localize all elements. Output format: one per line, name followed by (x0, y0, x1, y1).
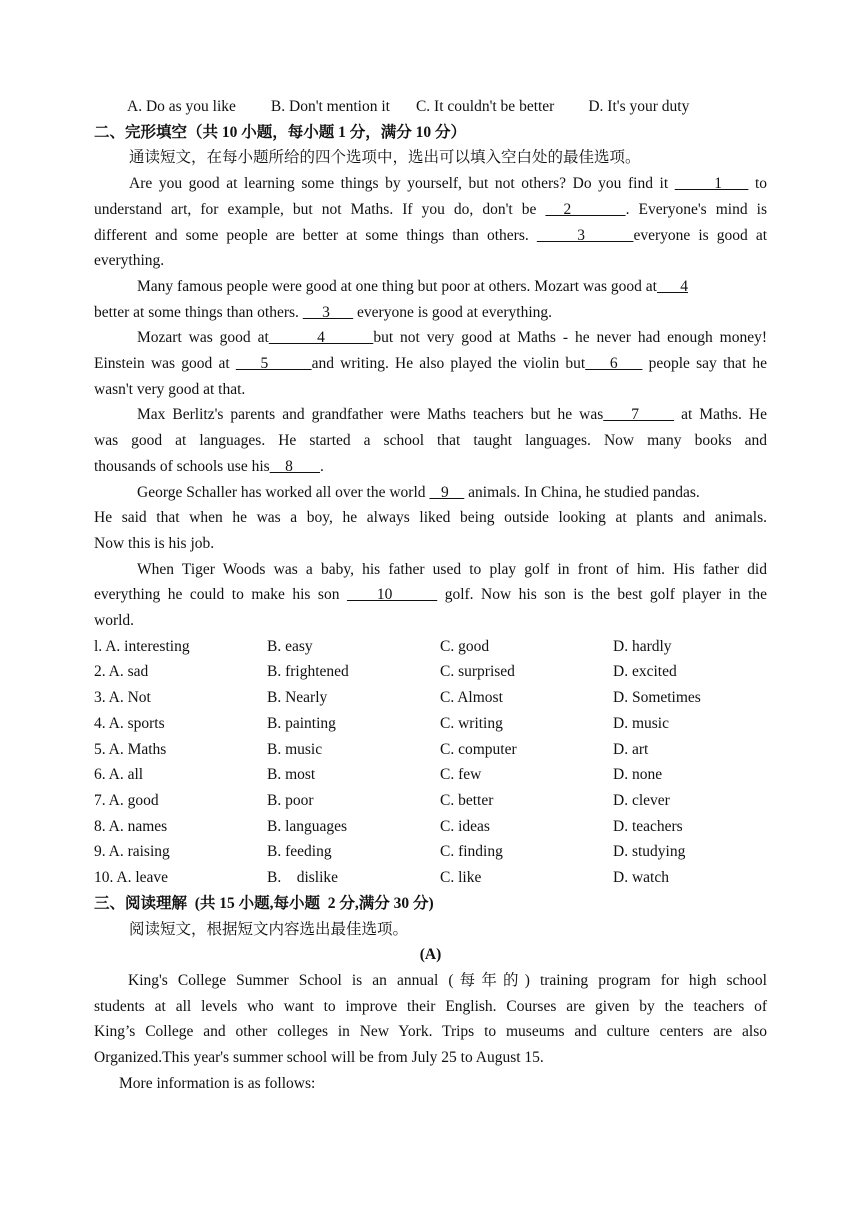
choice-c: C. Almost (440, 689, 503, 707)
choice-b: B. feeding (267, 843, 332, 861)
passage-text: everyone is good at (633, 226, 768, 244)
passage-text: . Everyone's mind is (625, 200, 767, 218)
choice-d: D. music (613, 714, 669, 732)
choice-b: B. dislike (267, 869, 339, 887)
blank-6: 6 (585, 355, 643, 373)
reading-line: King's College Summer School is an annual (每年的) training program for high school (128, 971, 767, 989)
passage-line: When Tiger Woods was a baby, his father used to play golf in front of him. His father did (137, 560, 767, 578)
choice-a: 8. A. names (94, 817, 168, 835)
blank-9: 9 (429, 483, 465, 501)
choice-d: D. teachers (613, 817, 683, 835)
previous-question-options (94, 94, 767, 120)
section2-title: 二、完形填空（共 10 小题，每小题 1 分，满分 10 分） (94, 123, 467, 141)
passage-line (94, 300, 767, 326)
passage-line: He said that when he was a boy, he always liked being outside looking at plants and animals. (94, 509, 767, 527)
choice-d: D. excited (613, 663, 677, 681)
passage-line (94, 325, 767, 351)
part-label: (A) (419, 946, 442, 964)
blank-4: 4 (656, 277, 688, 295)
choice-c: C. better (440, 791, 494, 809)
section3-instruction: 阅读短文，根据短文内容选出最佳选项。 (129, 920, 409, 938)
passage-text: Mozart was good at (137, 329, 269, 347)
choice-c: C. ideas (440, 817, 490, 835)
passage-line: world. (94, 612, 135, 630)
choice-d: D. clever (613, 791, 670, 809)
passage-line: everything. (94, 252, 165, 270)
passage-line (94, 274, 767, 300)
passage-text: to (748, 175, 768, 193)
choice-row (94, 839, 767, 865)
passage-text: animals. In China, he studied pandas. (464, 483, 700, 501)
choice-c: C. finding (440, 843, 503, 861)
passage-text: understand art, for example, but not Maths. If you do, don't be (94, 200, 546, 218)
choice-d: D. hardly (613, 637, 672, 655)
choice-a: 4. A. sports (94, 714, 165, 732)
choice-a: 6. A. all (94, 766, 144, 784)
choice-a: 3. A. Not (94, 689, 151, 707)
choice-d: D. watch (613, 869, 669, 887)
choice-d: D. studying (613, 843, 686, 861)
choice-b: B. most (267, 766, 316, 784)
choice-c: C. surprised (440, 663, 515, 681)
passage-text: Are you good at learning some things by yourself, but not others? Do you find it (129, 175, 675, 193)
blank-4: 4 (268, 329, 374, 347)
blank-10: 10 (346, 586, 438, 604)
choice-b: B. easy (267, 637, 313, 655)
blank-1: 1 (674, 175, 749, 193)
blank-8: 8 (269, 457, 321, 475)
choice-a: 7. A. good (94, 791, 159, 809)
section2-instruction: 通读短文，在每小题所给的四个选项中，选出可以填入空白处的最佳选项。 (129, 149, 641, 167)
choice-b: B. painting (267, 714, 336, 732)
choice-b: B. music (267, 740, 323, 758)
passage-line (94, 582, 767, 608)
choice-c: C. computer (440, 740, 517, 758)
choice-d: D. Sometimes (613, 689, 701, 707)
passage-line (94, 223, 767, 249)
choices-list (94, 634, 767, 891)
passage-text: at Maths. He (674, 406, 767, 424)
choice-row (94, 685, 767, 711)
option-c: C. It couldn't be better (415, 98, 555, 115)
passage-text: everything he could to make his son (94, 586, 347, 604)
choice-row (94, 634, 767, 660)
choice-row (94, 814, 767, 840)
choice-row (94, 737, 767, 763)
passage-text: George Schaller has worked all over the world (137, 483, 430, 501)
passage-text: . (320, 457, 324, 475)
blank-3: 3 (536, 226, 634, 244)
choice-c: C. few (440, 766, 482, 784)
passage-line (94, 197, 767, 223)
passage-text: Many famous people were good at one thing but poor at others. Mozart was good at (137, 277, 657, 295)
exam-page (94, 94, 767, 1096)
passage-text: golf. Now his son is the best golf player in the (437, 586, 768, 604)
choice-row (94, 762, 767, 788)
section3-title: 三、阅读理解 (共 15 小题,每小题 2 分,满分 30 分) (94, 894, 434, 912)
option-b: B. Don't mention it (270, 98, 390, 115)
passage-line (94, 402, 767, 428)
choice-a: 10. A. leave (94, 869, 169, 887)
choice-row (94, 788, 767, 814)
choice-a: 9. A. raising (94, 843, 170, 861)
blank-3: 3 (302, 303, 354, 321)
reading-line: students at all levels who want to improve their English. Courses are given by the teachers of (94, 997, 767, 1015)
choice-b: B. frightened (267, 663, 349, 681)
passage-line (94, 171, 767, 197)
passage-text: Einstein was good at (94, 355, 236, 373)
blank-5: 5 (235, 355, 312, 373)
passage-text: different and some people are better at some things than others. (94, 226, 537, 244)
passage-line: Now this is his job. (94, 534, 215, 552)
choice-row (94, 659, 767, 685)
choice-b: B. languages (267, 817, 348, 835)
reading-line: King’s College and other colleges in New York. Trips to museums and culture centers are also (94, 1023, 767, 1041)
blank-2: 2 (545, 200, 626, 218)
choice-a: 2. A. sad (94, 663, 149, 681)
passage-line: was good at languages. He started a school that taught languages. Now many books and (94, 432, 767, 450)
reading-line: More information is as follows: (119, 1074, 316, 1092)
passage-text: and writing. He also played the violin but (311, 355, 586, 373)
passage-text: thousands of schools use his (94, 457, 270, 475)
choice-d: D. art (613, 740, 649, 758)
choice-c: C. writing (440, 714, 503, 732)
choice-a: l. A. interesting (94, 637, 190, 655)
passage-line: wasn't very good at that. (94, 380, 246, 398)
passage-text: but not very good at Maths - he never had enough money! (373, 329, 767, 347)
choice-c: C. like (440, 869, 482, 887)
choice-a: 5. A. Maths (94, 740, 167, 758)
choice-c: C. good (440, 637, 490, 655)
choice-b: B. Nearly (267, 689, 328, 707)
passage-line (94, 454, 767, 480)
passage-line (94, 480, 767, 506)
reading-line: Organized.This year's summer school will be from July 25 to August 15. (94, 1049, 544, 1067)
option-d: D. It's your duty (588, 98, 690, 115)
blank-7: 7 (603, 406, 675, 424)
passage-text: Max Berlitz's parents and grandfather were Maths teachers but he was (137, 406, 604, 424)
choice-d: D. none (613, 766, 663, 784)
passage-text: people say that he (642, 355, 768, 373)
passage-line (94, 351, 767, 377)
passage-text: everyone is good at everything. (353, 303, 553, 321)
option-a: A. Do as you like (127, 98, 236, 115)
choice-b: B. poor (267, 791, 314, 809)
choice-row (94, 711, 767, 737)
choice-row (94, 865, 767, 891)
passage-text: better at some things than others. (94, 303, 303, 321)
